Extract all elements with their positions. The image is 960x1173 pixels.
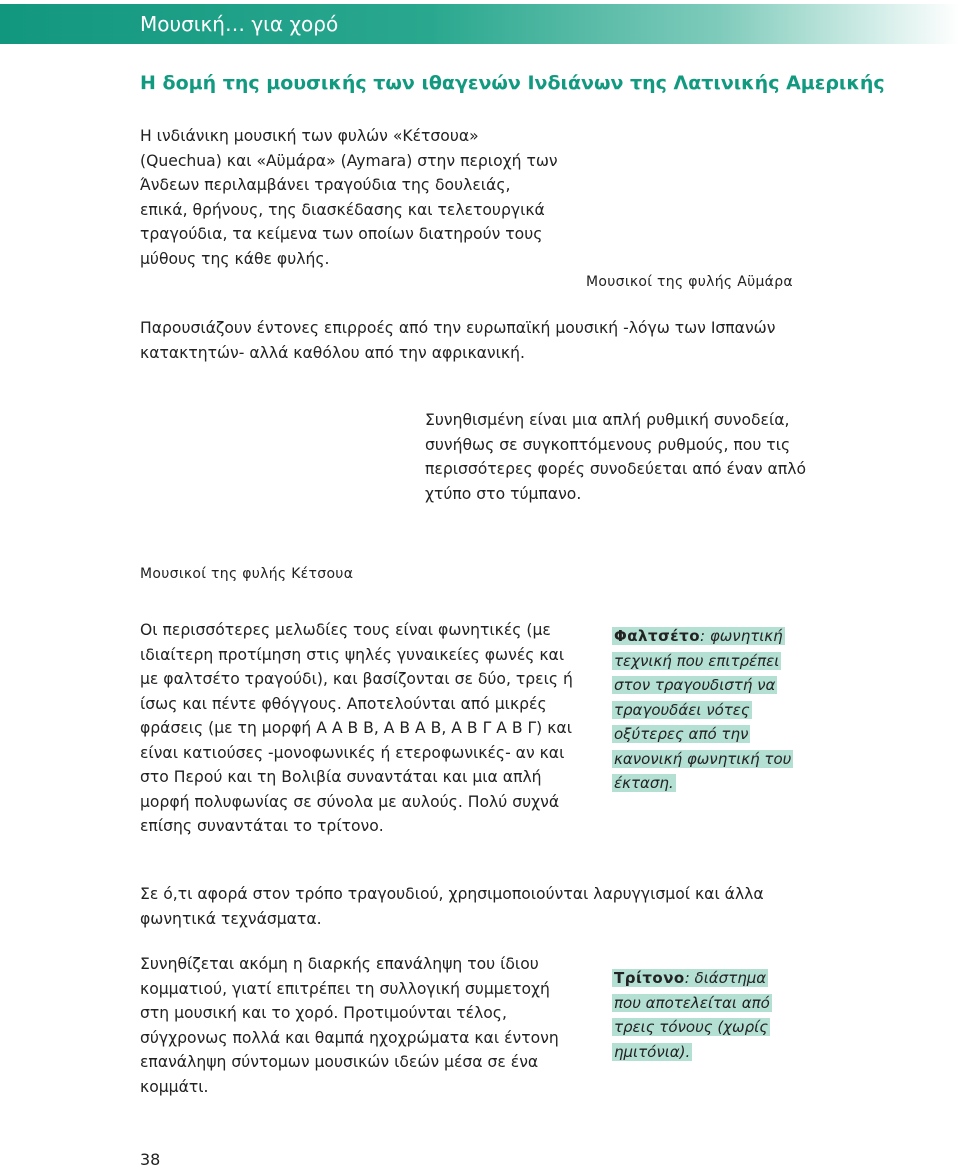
glossary-definition-tritone: : διάστημα που αποτελείται από τρεις τόνους (χωρίς ημιτόνια). (614, 969, 770, 1061)
paragraph-repetition: Συνηθίζεται ακόμη η διαρκής επανάληψη του ίδιου κομματιού, γιατί επιτρέπει τη συλλογική συμμετοχή στη μουσική και το χορό. Προτιμούνται τέλος, σύγχρονως πολλά και θαμπά ηχοχρώματα και έντονη επανάληψη σύντομων μουσικών ιδεών μέσα σε ένα κομμάτι. (140, 955, 559, 1096)
caption-aymara-musicians: Μουσικοί της φυλής Αϋμάρα (586, 274, 793, 290)
paragraph-melodies: Οι περισσότερες μελωδίες τους είναι φωνητικές (με ιδιαίτερη προτίμηση στις ψηλές γυναικείες φωνές και με φαλτσέτο τραγούδι), και βασίζονται σε δύο, τρεις ή ίσως και πέντε φθόγγους. Αποτελούνται από μικρές φράσεις (με τη μορφή Α Α Β Β, Α Β Α Β, Α Β Γ Α Β Γ) και είναι κατιούσες -μονοφωνικές ή ετεροφωνικές- αν και στο Περού και τη Βολιβία συναντάται και μια απλή μορφή πολυφωνίας σε σύνολα με αυλούς. Πολύ συχνά επίσης συναντάται το τρίτονο. (140, 621, 573, 835)
glossary-term-falsetto: Φαλτσέτο (614, 627, 701, 645)
glossary-definition-falsetto: : φωνητική τεχνική που επιτρέπει στον τραγουδιστή να τραγουδάει νότες οξύτερες από την κανονική φωνητική του έκταση. (614, 627, 792, 792)
header-title: Μουσική… για χορό (140, 12, 339, 36)
paragraph-influences: Παρουσιάζουν έντονες επιρροές από την ευρωπαϊκή μουσική -λόγω των Ισπανών κατακτητών- αλλά καθόλου από την αφρικανική. (140, 319, 776, 362)
paragraph-intro: Η ινδιάνικη μουσική των φυλών «Κέτσουα» (Quechua) και «Αϋμάρα» (Aymara) στην περιοχή των Άνδεων περιλαμβάνει τραγούδια της δουλειάς, επικά, θρήνους, της διασκέδασης και τελετουργικά τραγούδια, τα κείμενα των οποίων διατηρούν τους μύθους της κάθε φυλής. (140, 127, 558, 268)
caption-quechua-musicians: Μουσικοί της φυλής Κέτσουα (140, 566, 354, 582)
paragraph-singing: Σε ό,τι αφορά στον τρόπο τραγουδιού, χρησιμοποιούνται λαρυγγισμοί και άλλα φωνητικά τεχνάσματα. (140, 885, 764, 928)
glossary-tritone (612, 966, 797, 1064)
glossary-falsetto (612, 624, 797, 796)
header-bar (0, 4, 960, 44)
paragraph-rhythm: Συνηθισμένη είναι μια απλή ρυθμική συνοδεία, συνήθως σε συγκοπτόμενους ρυθμούς, που τις περισσότερες φορές συνοδεύεται από έναν απλό χτύπο στο τύμπανο. (425, 411, 806, 503)
section-title: Η δομή της μουσικής των ιθαγενών Ινδιάνων της Λατινικής Αμερικής (140, 72, 885, 94)
page-number: 38 (140, 1150, 161, 1169)
glossary-term-tritone: Τρίτονο (614, 969, 685, 987)
